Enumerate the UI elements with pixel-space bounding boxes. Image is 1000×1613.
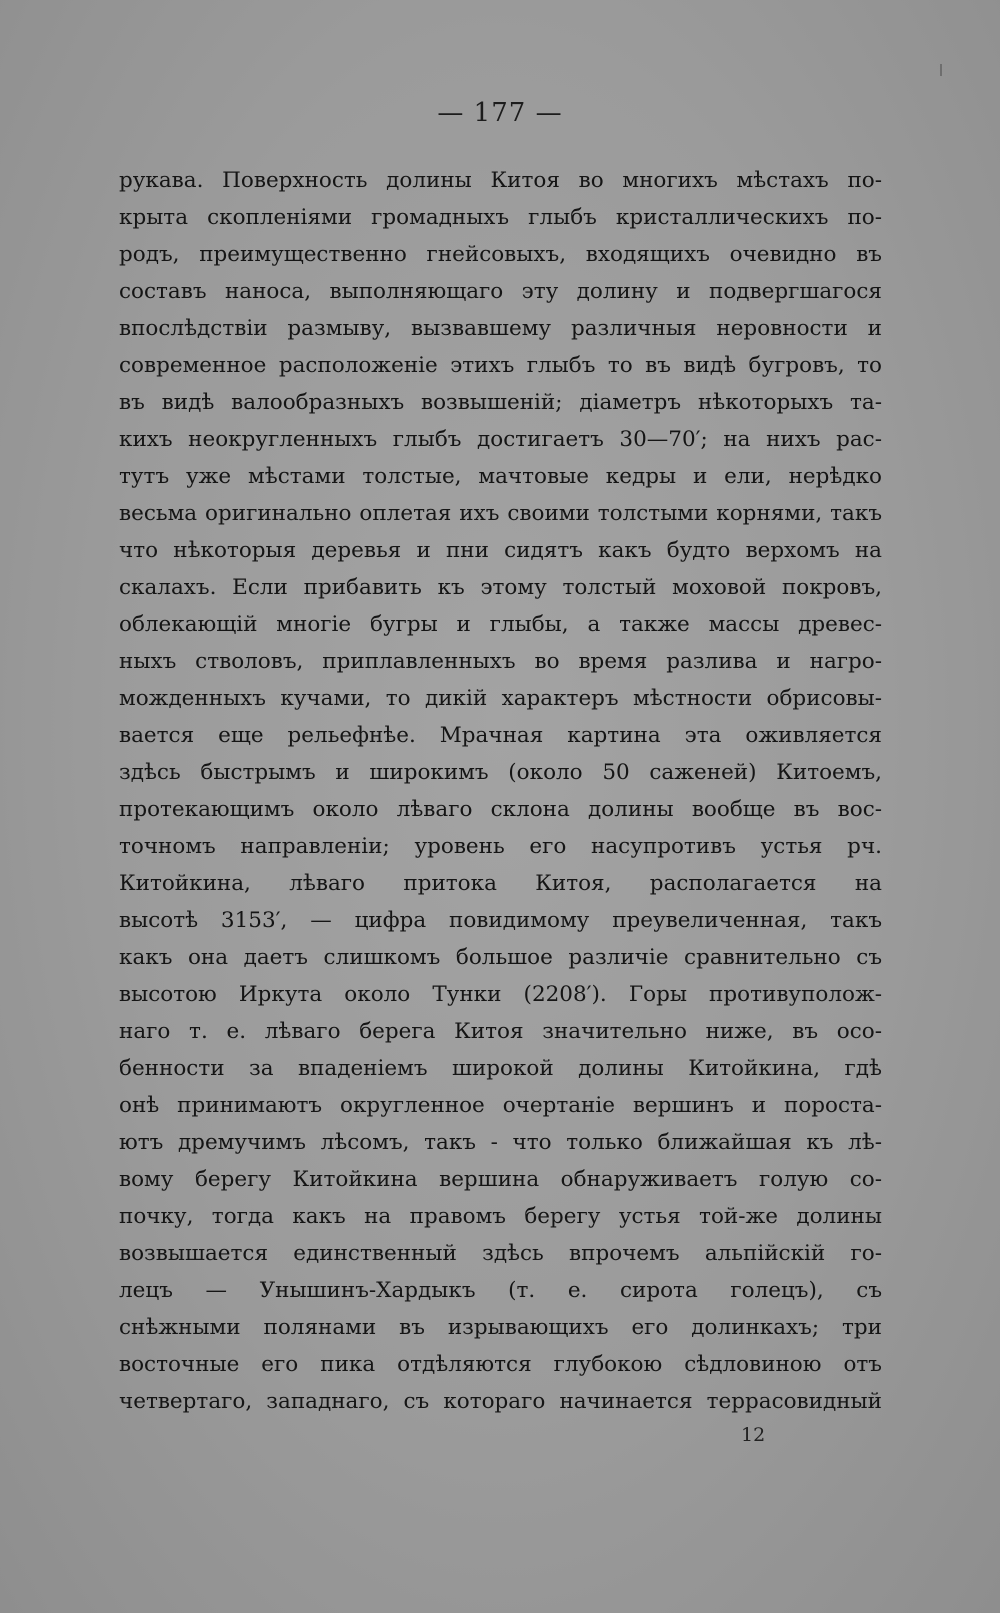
- text-line: какъ она даетъ слишкомъ большое различіе сравнительно съ: [119, 945, 882, 970]
- text-line: восточные его пика отдѣляются глубокою сѣдловиною отъ: [119, 1352, 882, 1377]
- text-line: рукава. Поверхность долины Китоя во многихъ мѣстахъ по-: [119, 168, 882, 193]
- signature-mark: 12: [741, 1424, 766, 1446]
- text-line: ютъ дремучимъ лѣсомъ, такъ - что только ближайшая къ лѣ-: [119, 1130, 882, 1155]
- text-line: весьма оригинально оплетая ихъ своими толстыми корнями, такъ: [119, 501, 882, 526]
- text-line: лецъ — Унышинъ-Хардыкъ (т. е. сирота голецъ), съ: [119, 1278, 882, 1303]
- text-line: ныхъ стволовъ, приплавленныхъ во время разлива и нагро-: [119, 649, 882, 674]
- text-line: высотѣ 3153′, — цифра повидимому преувеличенная, такъ: [119, 908, 882, 933]
- text-line: протекающимъ около лѣваго склона долины вообще въ вос-: [119, 797, 882, 822]
- text-line: снѣжными полянами въ изрывающихъ его долинкахъ; три: [119, 1315, 882, 1340]
- page-number: — 177 —: [437, 98, 563, 128]
- text-line: почку, тогда какъ на правомъ берегу устья той-же долины: [119, 1204, 882, 1229]
- text-line: можденныхъ кучами, то дикій характеръ мѣстности обрисовы-: [119, 686, 882, 711]
- text-line: вому берегу Китойкина вершина обнаруживаетъ голую со-: [119, 1167, 882, 1192]
- text-line: современное расположеніе этихъ глыбъ то въ видѣ бугровъ, то: [119, 353, 882, 378]
- text-line: что нѣкоторыя деревья и пни сидятъ какъ будто верхомъ на: [119, 538, 882, 563]
- text-line: здѣсь быстрымъ и широкимъ (около 50 саженей) Китоемъ,: [119, 760, 882, 785]
- text-line: родъ, преимущественно гнейсовыхъ, входящихъ очевидно въ: [119, 242, 882, 267]
- text-line: вается еще рельефнѣе. Мрачная картина эта оживляется: [119, 723, 882, 748]
- text-line: впослѣдствіи размыву, вызвавшему различныя неровности и: [119, 316, 882, 341]
- text-line: онѣ принимаютъ округленное очертаніе вершинъ и пороста-: [119, 1093, 882, 1118]
- text-line: четвертаго, западнаго, съ котораго начинается террасовидный: [119, 1389, 882, 1414]
- text-line: возвышается единственный здѣсь впрочемъ альпійскій го-: [119, 1241, 882, 1266]
- text-line: Китойкина, лѣваго притока Китоя, располагается на: [119, 871, 882, 896]
- text-line: составъ наноса, выполняющаго эту долину и подвергшагося: [119, 279, 882, 304]
- text-line: крыта скопленіями громадныхъ глыбъ кристаллическихъ по-: [119, 205, 882, 230]
- text-line: высотою Иркута около Тунки (2208′). Горы противуполож-: [119, 982, 882, 1007]
- text-line: точномъ направленіи; уровень его насупротивъ устья рч.: [119, 834, 882, 859]
- body-text: [119, 162, 882, 1420]
- text-line: кихъ неокругленныхъ глыбъ достигаетъ 30—70′; на нихъ рас-: [119, 427, 882, 452]
- text-line: облекающій многіе бугры и глыбы, а также массы древес-: [119, 612, 882, 637]
- text-line: наго т. е. лѣваго берега Китоя значительно ниже, въ осо-: [119, 1019, 882, 1044]
- text-line: въ видѣ валообразныхъ возвышеній; діаметръ нѣкоторыхъ та-: [119, 390, 882, 415]
- text-line: бенности за впаденіемъ широкой долины Китойкина, гдѣ: [119, 1056, 882, 1081]
- text-line: тутъ уже мѣстами толстые, мачтовые кедры и ели, нерѣдко: [119, 464, 882, 489]
- scan-speck: [940, 64, 942, 76]
- text-line: скалахъ. Если прибавить къ этому толстый моховой покровъ,: [119, 575, 882, 600]
